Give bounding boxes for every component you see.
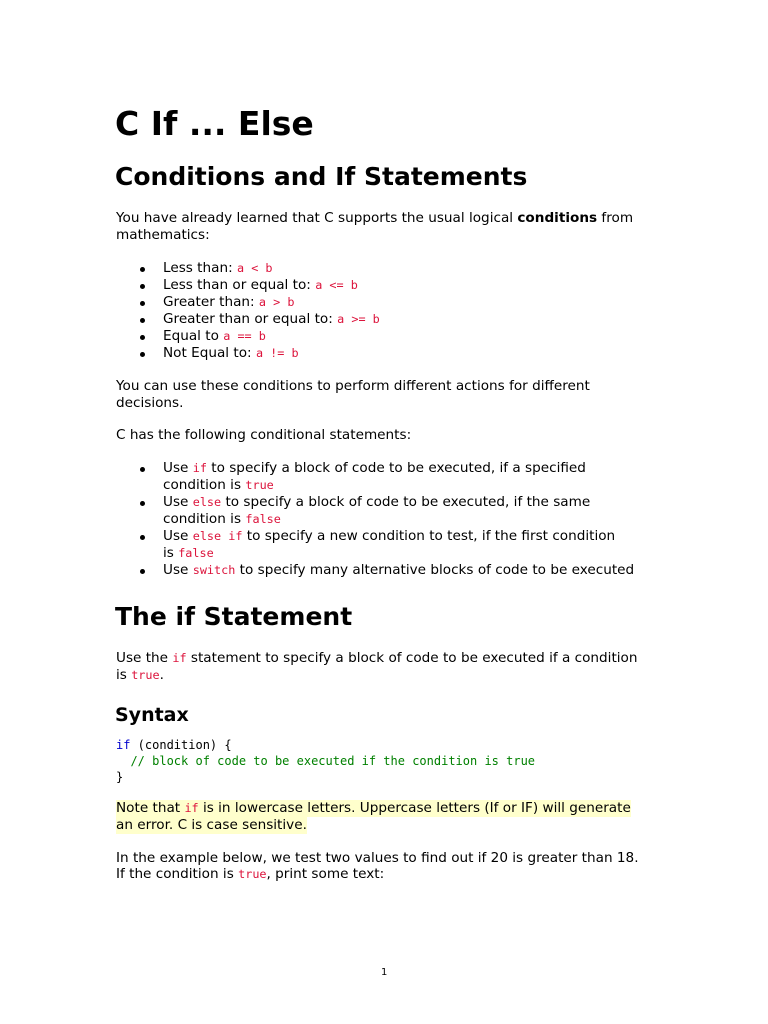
syntax-heading: Syntax	[115, 704, 189, 726]
use-paragraph-line2: decisions.	[116, 395, 184, 411]
if-paragraph-line1: Use the if statement to specify a block of code to be executed if a condition	[116, 650, 638, 666]
bullet-dot	[140, 569, 145, 574]
bullet-dot	[140, 267, 145, 272]
if-paragraph-line2: is true.	[116, 667, 164, 683]
list-item: Greater than or equal to: a >= b	[163, 311, 380, 327]
list-item-continuation: is false	[163, 545, 214, 561]
list-item-continuation: condition is true	[163, 477, 274, 493]
bullet-dot	[140, 467, 145, 472]
bullet-dot	[140, 335, 145, 340]
note-highlight-line2: an error. C is case sensitive.	[116, 817, 307, 833]
list-item: Less than: a < b	[163, 260, 273, 276]
bullet-dot	[140, 352, 145, 357]
bullet-dot	[140, 284, 145, 289]
list-item: Use else to specify a block of code to be executed, if the same	[163, 494, 591, 510]
statements-intro: C has the following conditional statements:	[116, 427, 412, 443]
bullet-dot	[140, 501, 145, 506]
page-title: C If ... Else	[115, 104, 314, 143]
note-highlight-line1: Note that if is in lowercase letters. Uppercase letters (If or IF) will generate	[116, 800, 631, 816]
intro-paragraph-line1: You have already learned that C supports the usual logical conditions from	[116, 210, 634, 226]
section-heading-if-statement: The if Statement	[115, 602, 353, 631]
example-paragraph-line1: In the example below, we test two values to find out if 20 is greater than 18.	[116, 850, 639, 866]
list-item: Use switch to specify many alternative blocks of code to be executed	[163, 562, 635, 578]
bullet-dot	[140, 535, 145, 540]
page-number: 1	[381, 967, 388, 978]
example-paragraph-line2: If the condition is true, print some text:	[116, 866, 385, 882]
section-heading-conditions: Conditions and If Statements	[115, 162, 528, 191]
code-line-comment: // block of code to be executed if the condition is true	[116, 754, 536, 768]
list-item: Use if to specify a block of code to be executed, if a specified	[163, 460, 586, 476]
code-line: }	[116, 770, 124, 784]
use-paragraph-line1: You can use these conditions to perform different actions for different	[116, 378, 590, 394]
bullet-dot	[140, 301, 145, 306]
list-item: Less than or equal to: a <= b	[163, 277, 358, 293]
list-item: Equal to a == b	[163, 328, 266, 344]
list-item: Use else if to specify a new condition to test, if the first condition	[163, 528, 616, 544]
list-item: Greater than: a > b	[163, 294, 295, 310]
intro-paragraph-line2: mathematics:	[116, 227, 210, 243]
bullet-dot	[140, 318, 145, 323]
code-line: if (condition) {	[116, 738, 232, 752]
list-item-continuation: condition is false	[163, 511, 281, 527]
list-item: Not Equal to: a != b	[163, 345, 299, 361]
